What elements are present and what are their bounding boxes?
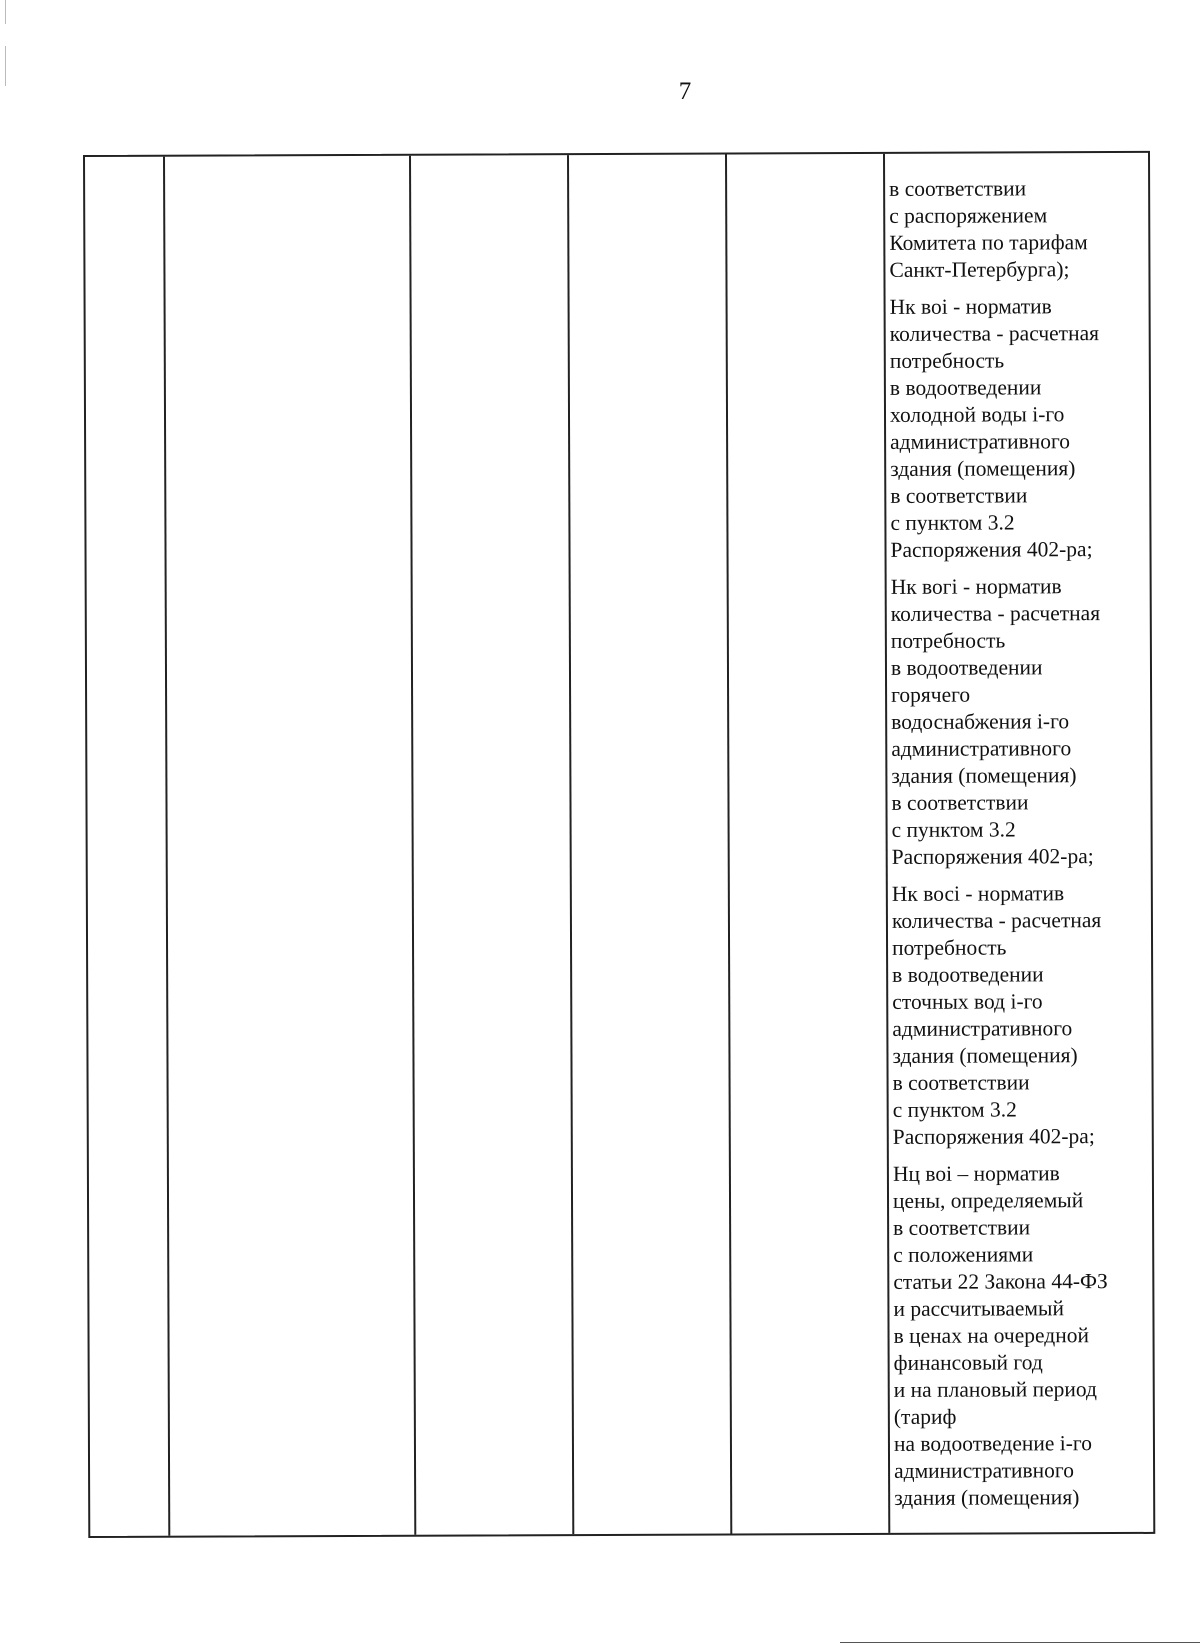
description-paragraph: в соответствии с распоряжением Комитета по тарифам Санкт-Петербурга); (889, 176, 1088, 282)
column-divider (409, 156, 416, 1535)
description-paragraph: Нк воі - норматив количества - расчетная потребность в водоотведении холодной воды i-го административного здания (помещения) в соответствии с пунктом 3.2 Распоряжения 402-ра; (889, 294, 1100, 562)
column-divider (725, 155, 732, 1534)
column-divider (567, 155, 574, 1534)
page-number: 7 (678, 78, 692, 105)
footer-rule (840, 1642, 1200, 1643)
description-cell (889, 175, 1145, 1522)
description-paragraph: Нк вогі - норматив количества - расчетная потребность в водоотведении горячего водоснабжения i-го административного здания (помещения) в соответствии с пунктом 3.2 Распоряжения 402-ра; (890, 574, 1101, 869)
description-paragraph: Нц воі – норматив цены, определяемый в соответствии с положениями статьи 22 Закона 44-ФЗ и рассчитываемый в ценах на очередной финансовый год и на плановый период (тариф на водоотведение i-го административного здания (помещения) (892, 1161, 1108, 1510)
column-divider (163, 157, 170, 1536)
scan-margin-mark (5, 0, 6, 24)
document-table (83, 151, 1155, 1538)
description-paragraph: Нк восі - норматив количества - расчетная потребность в водоотведении сточных вод i-го административного здания (помещения) в соответствии с пунктом 3.2 Распоряжения 402-ра; (891, 881, 1102, 1149)
